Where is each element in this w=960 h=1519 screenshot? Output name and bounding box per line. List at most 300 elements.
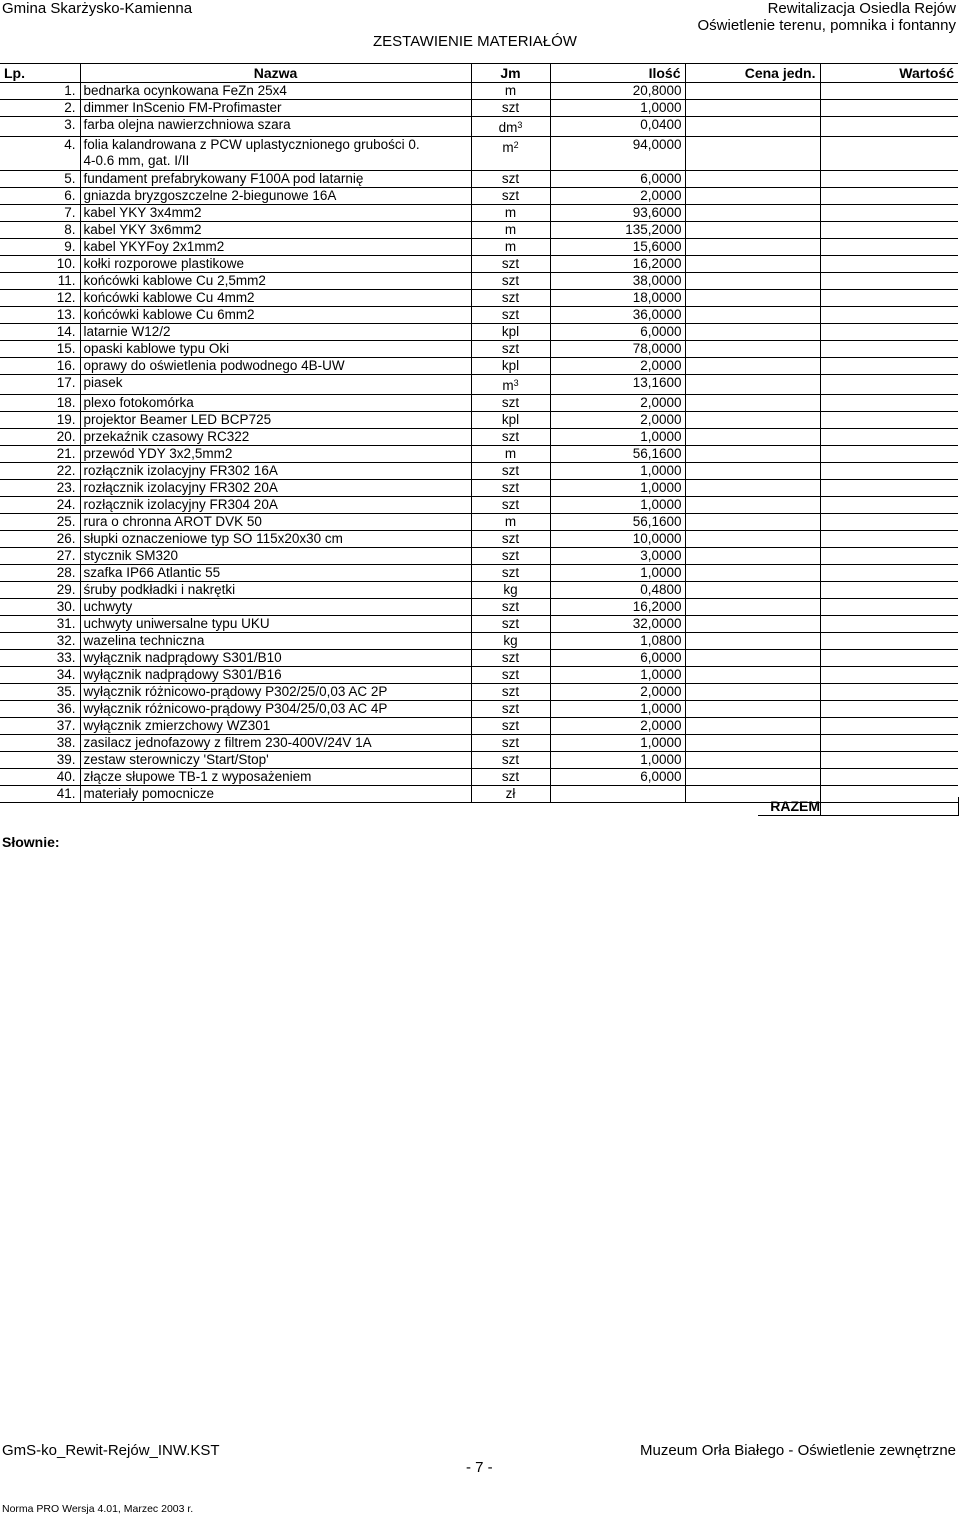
table-row [0, 375, 958, 395]
row-value [820, 769, 958, 786]
row-name [80, 307, 471, 324]
row-name [80, 463, 471, 480]
row-unit-price [685, 514, 820, 531]
row-name [80, 548, 471, 565]
table-row [0, 531, 958, 548]
page-title: ZESTAWIENIE MATERIAŁÓW [373, 33, 577, 50]
table-row [0, 514, 958, 531]
row-value [820, 463, 958, 480]
row-unit-text: m [504, 239, 517, 254]
table-row [0, 582, 958, 599]
row-unit [471, 188, 550, 205]
row-unit-text: szt [501, 463, 520, 478]
row-unit-text: szt [501, 256, 520, 271]
table-row [0, 171, 958, 188]
row-unit-text: kg [503, 582, 518, 597]
row-unit-price [685, 531, 820, 548]
row-unit-text: m [504, 514, 517, 529]
row-value [820, 273, 958, 290]
row-unit [471, 290, 550, 307]
row-unit [471, 633, 550, 650]
row-unit [471, 497, 550, 514]
row-unit [471, 137, 550, 171]
row-unit-exponent: 2 [513, 140, 519, 150]
row-unit-exponent: 3 [513, 378, 519, 388]
row-unit [471, 582, 550, 599]
row-value [820, 117, 958, 137]
materials-table [0, 63, 958, 803]
row-unit-text: m [504, 205, 517, 220]
table-row [0, 463, 958, 480]
row-name-text: folia kalandrowana z PCW uplastycznionego grubości 0. [83, 137, 420, 152]
row-unit [471, 222, 550, 239]
row-quantity: 78,0000 [550, 341, 685, 358]
row-name [80, 650, 471, 667]
row-unit-price [685, 548, 820, 565]
row-unit-text: m [504, 222, 517, 237]
row-unit-price [685, 769, 820, 786]
row-name-text: wyłącznik różnicowo-prądowy P304/25/0,03 AC 4P [83, 701, 388, 716]
row-lp: 17. [0, 375, 80, 395]
row-unit-price [685, 480, 820, 497]
row-quantity: 6,0000 [550, 650, 685, 667]
row-name [80, 497, 471, 514]
row-lp: 9. [0, 239, 80, 256]
row-unit [471, 358, 550, 375]
row-lp: 15. [0, 341, 80, 358]
row-unit [471, 786, 550, 803]
row-unit-price [685, 83, 820, 100]
row-name [80, 599, 471, 616]
row-unit-price [685, 616, 820, 633]
row-unit [471, 239, 550, 256]
row-name [80, 684, 471, 701]
row-quantity [550, 786, 685, 803]
row-lp: 2. [0, 100, 80, 117]
row-quantity: 1,0000 [550, 480, 685, 497]
row-unit [471, 273, 550, 290]
row-name-text: słupki oznaczeniowe typ SO 115x20x30 cm [83, 531, 343, 546]
row-name [80, 83, 471, 100]
row-unit [471, 650, 550, 667]
row-unit-text: szt [501, 531, 520, 546]
row-value [820, 735, 958, 752]
row-name [80, 786, 471, 803]
row-unit [471, 341, 550, 358]
row-unit-text: szt [501, 599, 520, 614]
row-unit-text: szt [501, 273, 520, 288]
row-unit-text: m [502, 140, 514, 155]
row-lp: 11. [0, 273, 80, 290]
table-row [0, 599, 958, 616]
row-unit-text: m [502, 378, 514, 393]
table-row [0, 684, 958, 701]
table-row [0, 222, 958, 239]
header-project: Rewitalizacja Osiedla Rejów [767, 0, 956, 17]
row-name-text: końcówki kablowe Cu 6mm2 [83, 307, 255, 322]
row-value [820, 497, 958, 514]
row-name-text: szafka IP66 Atlantic 55 [83, 565, 221, 580]
row-quantity: 93,6000 [550, 205, 685, 222]
row-name [80, 412, 471, 429]
table-body [0, 83, 958, 803]
row-unit-price [685, 718, 820, 735]
table-row [0, 273, 958, 290]
table-row [0, 358, 958, 375]
row-quantity: 0,0400 [550, 117, 685, 137]
row-name [80, 239, 471, 256]
row-unit-text: szt [501, 684, 520, 699]
row-lp: 39. [0, 752, 80, 769]
row-name-text: kabel YKY 3x6mm2 [83, 222, 202, 237]
footer-file-name: GmS-ko_Rewit-Rejów_INW.KST [2, 1442, 220, 1459]
row-value [820, 341, 958, 358]
row-lp: 13. [0, 307, 80, 324]
row-lp: 33. [0, 650, 80, 667]
row-value [820, 290, 958, 307]
row-unit-text: szt [501, 769, 520, 784]
row-name-text: piasek [83, 375, 123, 390]
row-unit [471, 684, 550, 701]
row-unit-price [685, 222, 820, 239]
row-name-text: wyłącznik nadprądowy S301/B16 [83, 667, 282, 682]
row-unit [471, 463, 550, 480]
row-quantity: 1,0000 [550, 752, 685, 769]
row-value [820, 375, 958, 395]
table-row [0, 188, 958, 205]
row-lp: 29. [0, 582, 80, 599]
row-lp: 6. [0, 188, 80, 205]
row-lp: 41. [0, 786, 80, 803]
row-value [820, 239, 958, 256]
row-quantity: 36,0000 [550, 307, 685, 324]
table-row [0, 616, 958, 633]
row-lp: 5. [0, 171, 80, 188]
row-name-text: uchwyty [83, 599, 133, 614]
row-quantity: 6,0000 [550, 769, 685, 786]
row-name [80, 582, 471, 599]
row-unit-text: szt [501, 307, 520, 322]
row-lp: 1. [0, 83, 80, 100]
row-unit-price [685, 650, 820, 667]
row-name [80, 222, 471, 239]
row-unit-price [685, 239, 820, 256]
row-value [820, 548, 958, 565]
row-value [820, 480, 958, 497]
table-row [0, 256, 958, 273]
table-row [0, 239, 958, 256]
row-name [80, 446, 471, 463]
row-unit-text: kpl [501, 324, 520, 339]
row-unit-text: szt [501, 341, 520, 356]
row-unit [471, 480, 550, 497]
row-quantity: 1,0000 [550, 701, 685, 718]
row-lp: 19. [0, 412, 80, 429]
row-name-text: gniazda bryzgoszczelne 2-biegunowe 16A [83, 188, 337, 203]
row-unit-price [685, 582, 820, 599]
row-unit-text: szt [501, 735, 520, 750]
row-lp: 3. [0, 117, 80, 137]
header-investor: Gmina Skarżysko-Kamienna [2, 0, 193, 17]
row-value [820, 256, 958, 273]
row-quantity: 2,0000 [550, 718, 685, 735]
table-row [0, 137, 958, 171]
row-name-text: bednarka ocynkowana FeZn 25x4 [83, 83, 287, 98]
row-value [820, 582, 958, 599]
row-quantity: 56,1600 [550, 446, 685, 463]
row-unit-price [685, 752, 820, 769]
row-unit-price [685, 497, 820, 514]
table-row [0, 205, 958, 222]
row-name-text: rozłącznik izolacyjny FR304 20A [83, 497, 278, 512]
row-name-text: zasilacz jednofazowy z filtrem 230-400V/24V 1A [83, 735, 372, 750]
table-row [0, 117, 958, 137]
row-unit-text: szt [501, 548, 520, 563]
row-value [820, 358, 958, 375]
row-unit-text: szt [501, 429, 520, 444]
row-name [80, 188, 471, 205]
row-unit-price [685, 633, 820, 650]
row-name-text: kołki rozporowe plastikowe [83, 256, 245, 271]
row-name-text: rura o chronna AROT DVK 50 [83, 514, 262, 529]
row-quantity: 1,0000 [550, 100, 685, 117]
row-unit [471, 100, 550, 117]
row-unit-price [685, 565, 820, 582]
header-scope: Oświetlenie terenu, pomnika i fontanny [697, 17, 956, 34]
row-name [80, 616, 471, 633]
row-unit-price [685, 429, 820, 446]
row-name [80, 324, 471, 341]
row-quantity: 3,0000 [550, 548, 685, 565]
row-name-text: uchwyty uniwersalne typu UKU [83, 616, 270, 631]
table-header-row [0, 64, 958, 83]
row-name [80, 171, 471, 188]
row-name [80, 137, 471, 171]
row-unit-text: szt [501, 290, 520, 305]
row-lp: 24. [0, 497, 80, 514]
row-unit-exponent: 3 [517, 120, 523, 130]
row-name [80, 633, 471, 650]
row-name-text-cont: 4-0.6 mm, gat. I/II [83, 153, 190, 168]
row-name [80, 769, 471, 786]
row-value [820, 565, 958, 582]
row-name [80, 701, 471, 718]
row-lp: 8. [0, 222, 80, 239]
row-lp: 28. [0, 565, 80, 582]
row-quantity: 56,1600 [550, 514, 685, 531]
row-quantity: 18,0000 [550, 290, 685, 307]
col-header-unit-price: Cena jedn. [685, 64, 820, 83]
row-unit-text: szt [501, 650, 520, 665]
row-unit [471, 548, 550, 565]
row-unit-text: kpl [501, 412, 520, 427]
row-name [80, 667, 471, 684]
row-unit-price [685, 205, 820, 222]
row-name-text: stycznik SM320 [83, 548, 179, 563]
row-name [80, 752, 471, 769]
row-name-text: opaski kablowe typu Oki [83, 341, 230, 356]
row-unit [471, 395, 550, 412]
row-unit [471, 735, 550, 752]
row-unit-price [685, 100, 820, 117]
row-unit-price [685, 307, 820, 324]
row-unit [471, 117, 550, 137]
row-quantity: 1,0800 [550, 633, 685, 650]
row-unit-price [685, 358, 820, 375]
row-unit-price [685, 341, 820, 358]
row-value [820, 446, 958, 463]
table-row [0, 667, 958, 684]
row-name [80, 375, 471, 395]
row-name-text: przewód YDY 3x2,5mm2 [83, 446, 233, 461]
row-unit [471, 375, 550, 395]
row-unit-text: szt [501, 188, 520, 203]
row-quantity: 13,1600 [550, 375, 685, 395]
row-value [820, 650, 958, 667]
table-row [0, 769, 958, 786]
page-number: - 7 - [466, 1459, 493, 1476]
table-row [0, 290, 958, 307]
row-name-text: zestaw sterowniczy 'Start/Stop' [83, 752, 269, 767]
row-quantity: 32,0000 [550, 616, 685, 633]
row-unit-text: szt [501, 565, 520, 580]
row-unit [471, 599, 550, 616]
row-name-text: kabel YKYFoy 2x1mm2 [83, 239, 225, 254]
table-row [0, 650, 958, 667]
row-lp: 26. [0, 531, 80, 548]
row-quantity: 1,0000 [550, 565, 685, 582]
row-unit-price [685, 684, 820, 701]
table-row [0, 752, 958, 769]
row-value [820, 514, 958, 531]
row-unit [471, 701, 550, 718]
row-unit [471, 429, 550, 446]
row-lp: 16. [0, 358, 80, 375]
row-value [820, 171, 958, 188]
row-name-text: rozłącznik izolacyjny FR302 20A [83, 480, 278, 495]
table-row [0, 497, 958, 514]
row-lp: 40. [0, 769, 80, 786]
row-lp: 23. [0, 480, 80, 497]
amount-in-words-label: Słownie: [2, 834, 60, 850]
row-name-text: końcówki kablowe Cu 2,5mm2 [83, 273, 266, 288]
row-quantity: 20,8000 [550, 83, 685, 100]
row-name-text: śruby podkładki i nakrętki [83, 582, 236, 597]
row-quantity: 1,0000 [550, 497, 685, 514]
row-unit [471, 171, 550, 188]
row-unit-price [685, 290, 820, 307]
row-value [820, 667, 958, 684]
row-unit-price [685, 273, 820, 290]
row-unit-price [685, 735, 820, 752]
row-value [820, 616, 958, 633]
row-name-text: fundament prefabrykowany F100A pod latarnię [83, 171, 364, 186]
row-quantity: 2,0000 [550, 395, 685, 412]
row-unit-price [685, 171, 820, 188]
row-unit-text: szt [501, 100, 520, 115]
row-quantity: 2,0000 [550, 358, 685, 375]
table-row [0, 341, 958, 358]
table-row [0, 548, 958, 565]
table-row [0, 480, 958, 497]
row-unit-price [685, 188, 820, 205]
row-unit-text: szt [501, 701, 520, 716]
row-unit-text: szt [501, 752, 520, 767]
row-name [80, 718, 471, 735]
row-unit-price [685, 463, 820, 480]
row-value [820, 531, 958, 548]
footer-project-name: Muzeum Orła Białego - Oświetlenie zewnętrzne [640, 1442, 956, 1459]
col-header-value: Wartość [820, 64, 958, 83]
row-unit-text: szt [501, 171, 520, 186]
row-unit-text: szt [501, 718, 520, 733]
row-lp: 38. [0, 735, 80, 752]
col-header-lp: Lp. [0, 64, 80, 83]
row-name [80, 565, 471, 582]
total-label: RAZEM [758, 797, 821, 816]
row-value [820, 684, 958, 701]
row-unit-text: kpl [501, 358, 520, 373]
row-lp: 18. [0, 395, 80, 412]
row-value [820, 599, 958, 616]
row-value [820, 137, 958, 171]
row-quantity: 1,0000 [550, 735, 685, 752]
row-value [820, 752, 958, 769]
row-quantity: 2,0000 [550, 684, 685, 701]
table-row [0, 412, 958, 429]
row-unit-text: szt [501, 395, 520, 410]
row-unit [471, 531, 550, 548]
col-header-unit: Jm [471, 64, 550, 83]
row-value [820, 83, 958, 100]
row-unit-price [685, 667, 820, 684]
row-unit-price [685, 701, 820, 718]
row-unit [471, 565, 550, 582]
row-name [80, 205, 471, 222]
row-unit-text: szt [501, 480, 520, 495]
row-value [820, 188, 958, 205]
row-name [80, 290, 471, 307]
row-name-text: złącze słupowe TB-1 z wyposażeniem [83, 769, 312, 784]
row-unit-price [685, 395, 820, 412]
row-name [80, 341, 471, 358]
row-name [80, 514, 471, 531]
row-quantity: 94,0000 [550, 137, 685, 171]
row-lp: 21. [0, 446, 80, 463]
col-header-name: Nazwa [80, 64, 471, 83]
row-value [820, 307, 958, 324]
row-lp: 25. [0, 514, 80, 531]
col-header-quantity: Ilość [550, 64, 685, 83]
row-value [820, 701, 958, 718]
table-row [0, 100, 958, 117]
table-row [0, 718, 958, 735]
row-unit [471, 307, 550, 324]
row-unit-price [685, 117, 820, 137]
row-name-text: wazelina techniczna [83, 633, 205, 648]
row-unit [471, 205, 550, 222]
row-unit [471, 718, 550, 735]
total-value [820, 797, 959, 816]
row-lp: 35. [0, 684, 80, 701]
table-row [0, 633, 958, 650]
row-quantity: 1,0000 [550, 429, 685, 446]
row-value [820, 718, 958, 735]
row-unit [471, 752, 550, 769]
row-value [820, 395, 958, 412]
row-quantity: 6,0000 [550, 324, 685, 341]
table-row [0, 83, 958, 100]
